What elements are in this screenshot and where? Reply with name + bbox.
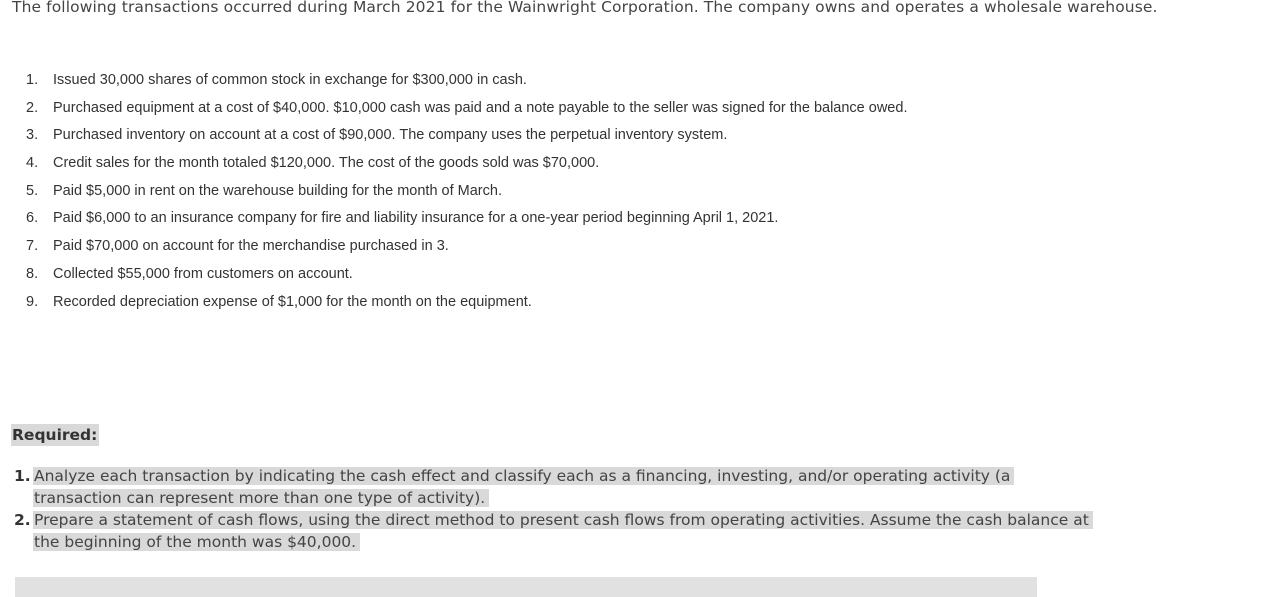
item-text: Purchased equipment at a cost of $40,000. $10,000 cash was paid and a note payable to the seller was signed for the balance owed. xyxy=(53,99,908,116)
item-number: 5. xyxy=(26,182,39,199)
list-item xyxy=(26,69,907,97)
required-item-number: 2. xyxy=(14,511,31,529)
item-text: Credit sales for the month totaled $120,000. The cost of the goods sold was $70,000. xyxy=(53,155,600,172)
required-heading: Required: xyxy=(12,426,98,444)
required-item-number: 1. xyxy=(14,467,31,485)
item-number: 2. xyxy=(26,99,39,116)
list-item xyxy=(26,291,907,319)
required-item xyxy=(14,509,1094,553)
item-number: 9. xyxy=(26,293,39,310)
item-text: Paid $6,000 to an insurance company for fire and liability insurance for a one-year period beginning April 1, 2021. xyxy=(53,210,779,227)
list-item xyxy=(26,180,907,208)
required-item xyxy=(14,465,1094,509)
item-text: Purchased inventory on account at a cost of $90,000. The company uses the perpetual inventory system. xyxy=(53,127,728,144)
item-number: 3. xyxy=(26,127,39,144)
list-item xyxy=(26,152,907,180)
item-number: 1. xyxy=(26,72,39,88)
list-item xyxy=(26,263,907,291)
answer-panel-header xyxy=(15,577,1037,597)
item-number: 6. xyxy=(26,210,39,227)
required-item-text: Analyze each transaction by indicating the cash effect and classify each as a financing, investing, and/or operating activity (a transaction can represent more than one type of activity). xyxy=(33,467,1014,507)
item-text: Issued 30,000 shares of common stock in exchange for $300,000 in cash. xyxy=(53,72,527,88)
required-list xyxy=(14,465,1094,553)
item-number: 8. xyxy=(26,265,39,282)
list-item xyxy=(26,207,907,235)
item-number: 4. xyxy=(26,155,39,172)
item-text: Paid $70,000 on account for the merchandise purchased in 3. xyxy=(53,238,449,255)
list-item xyxy=(26,97,907,125)
transaction-list xyxy=(26,69,907,318)
item-text: Paid $5,000 in rent on the warehouse building for the month of March. xyxy=(53,182,502,199)
list-item xyxy=(26,235,907,263)
item-number: 7. xyxy=(26,238,39,255)
list-item xyxy=(26,124,907,152)
required-item-text: Prepare a statement of cash flows, using the direct method to present cash flows from operating activities. Assume the cash balance at the beginning of the month was $40,000. xyxy=(33,511,1093,551)
item-text: Collected $55,000 from customers on account. xyxy=(53,265,353,282)
item-text: Recorded depreciation expense of $1,000 for the month on the equipment. xyxy=(53,293,532,310)
intro-paragraph: The following transactions occurred during March 2021 for the Wainwright Corporation. The company owns and operates a wholesale warehouse. xyxy=(12,0,1158,16)
